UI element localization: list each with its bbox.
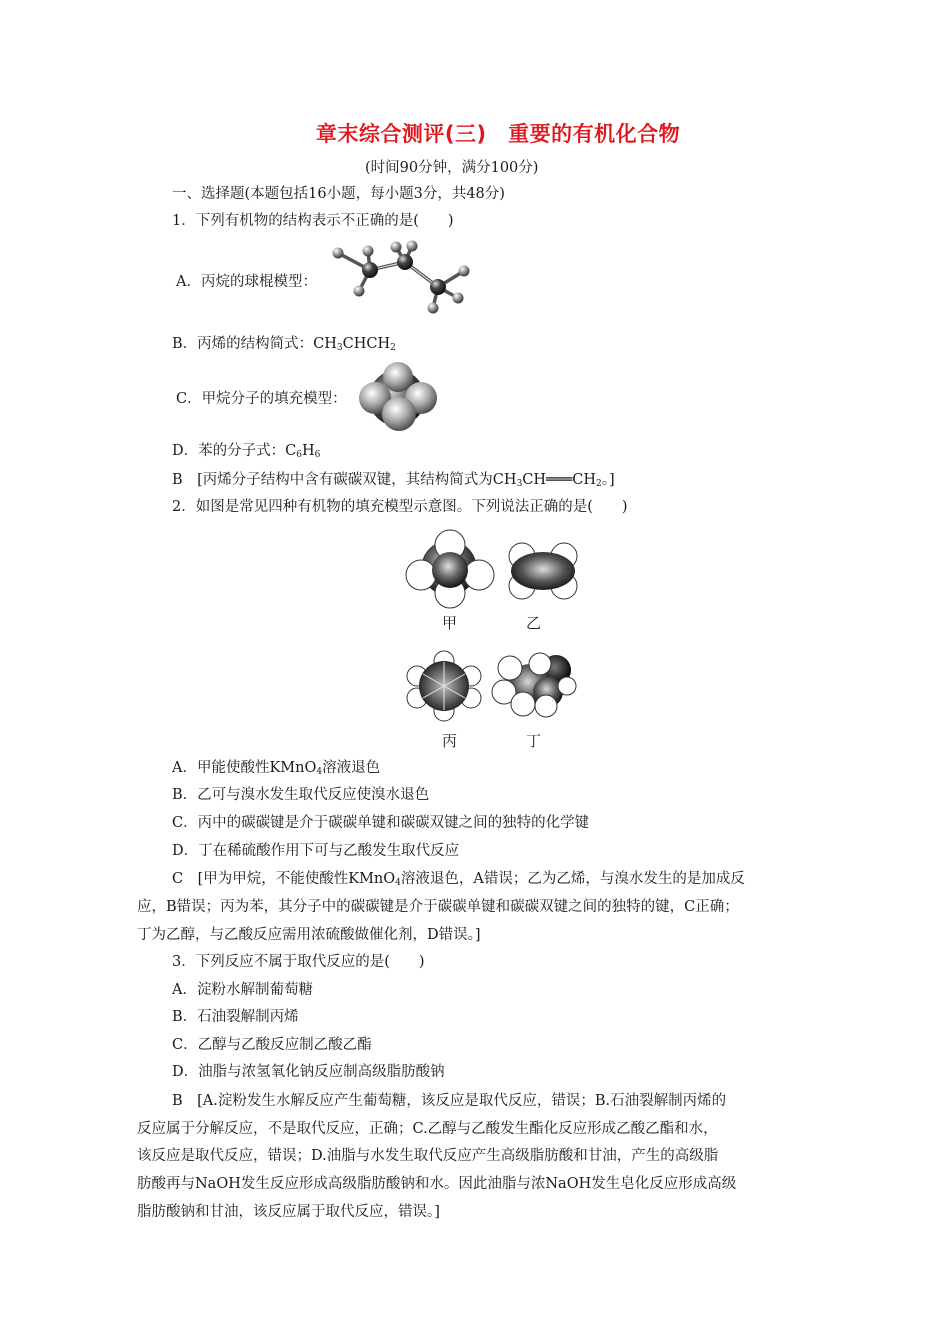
label-ding: 丁	[526, 732, 542, 750]
label-yi: 乙	[526, 614, 542, 632]
q1-option-c: C．甲烷分子的填充模型：	[176, 391, 347, 407]
q1-stem: 1．下列有机物的结构表示不正确的是( )	[172, 213, 454, 229]
label-jia: 甲	[442, 614, 458, 632]
propane-ball-stick-model	[328, 244, 473, 319]
benzene-model-bing	[405, 652, 483, 720]
q3-option-a: A．淀粉水解制葡萄糖	[172, 982, 313, 998]
section-heading: 一、选择题(本题包括16小题，每小题3分，共48分)	[172, 186, 505, 202]
ethylene-model-yi	[505, 540, 581, 602]
q3-answer-line5: 脂肪酸钠和甘油，该反应属于取代反应，错误。]	[137, 1204, 440, 1220]
q3-option-b: B．石油裂解制丙烯	[172, 1009, 299, 1025]
q1-option-a: A．丙烷的球棍模型：	[176, 274, 317, 290]
q1-option-d: D．苯的分子式：$C_6H_6$	[172, 443, 321, 460]
q2-option-a: A．甲能使酸性KMnO$_4$溶液退色	[172, 760, 381, 777]
q3-answer-line2: 反应属于分解反应，不是取代反应，正确；C.乙醇与乙酸发生酯化反应形成乙酸乙酯和水，	[137, 1121, 718, 1137]
q2-option-d: D．丁在稀硫酸作用下可与乙酸发生取代反应	[172, 843, 460, 859]
q2-option-b: B．乙可与溴水发生取代反应使溴水退色	[172, 787, 430, 803]
exam-info: (时间90分钟，满分100分)	[365, 160, 539, 176]
page-title: 章末综合测评(三) 重要的有机化合物	[315, 122, 681, 146]
ethanol-model-ding	[490, 650, 578, 720]
methane-model-jia	[405, 530, 495, 610]
methane-space-filling-model	[355, 360, 440, 432]
q3-answer-line4: 肪酸再与NaOH发生反应形成高级脂肪酸钠和水。因此油脂与浓NaOH发生皂化反应形成高级	[137, 1176, 737, 1192]
label-bing: 丙	[442, 732, 458, 750]
q3-answer-line3: 该反应是取代反应，错误；D.油脂与水发生取代反应产生高级脂肪酸和甘油，产生的高级脂	[137, 1148, 719, 1164]
q1-option-b: B．丙烯的结构简式：$CH_3CHCH_2$	[172, 336, 396, 353]
q2-answer-line3: 丁为乙醇，与乙酸反应需用浓硫酸做催化剂，D错误。]	[137, 927, 481, 943]
q3-option-d: D．油脂与浓氢氧化钠反应制高级脂肪酸钠	[172, 1064, 445, 1080]
q2-answer-line2: 应，B错误；丙为苯，其分子中的碳碳键是介于碳碳单键和碳碳双键之间的独特的键，C正确；	[137, 899, 739, 915]
q2-answer-line1: C [甲为甲烷，不能使酸性KMnO$_4$溶液退色，A错误；乙为乙烯，与溴水发生的是加成反	[172, 871, 745, 888]
q3-answer-line1: B [A.淀粉发生水解反应产生葡萄糖，该反应是取代反应，错误；B.石油裂解制丙烯的	[172, 1093, 727, 1109]
q2-option-c: C．丙中的碳碳键是介于碳碳单键和碳碳双键之间的独特的化学键	[172, 815, 590, 831]
q2-stem: 2．如图是常见四种有机物的填充模型示意图。下列说法正确的是( )	[172, 499, 628, 515]
q3-option-c: C．乙醇与乙酸反应制乙酸乙酯	[172, 1037, 372, 1053]
q3-stem: 3．下列反应不属于取代反应的是( )	[172, 954, 425, 970]
q1-answer: B [丙烯分子结构中含有碳碳双键，其结构简式为$CH_3CH═══CH_2$。]	[172, 472, 615, 489]
